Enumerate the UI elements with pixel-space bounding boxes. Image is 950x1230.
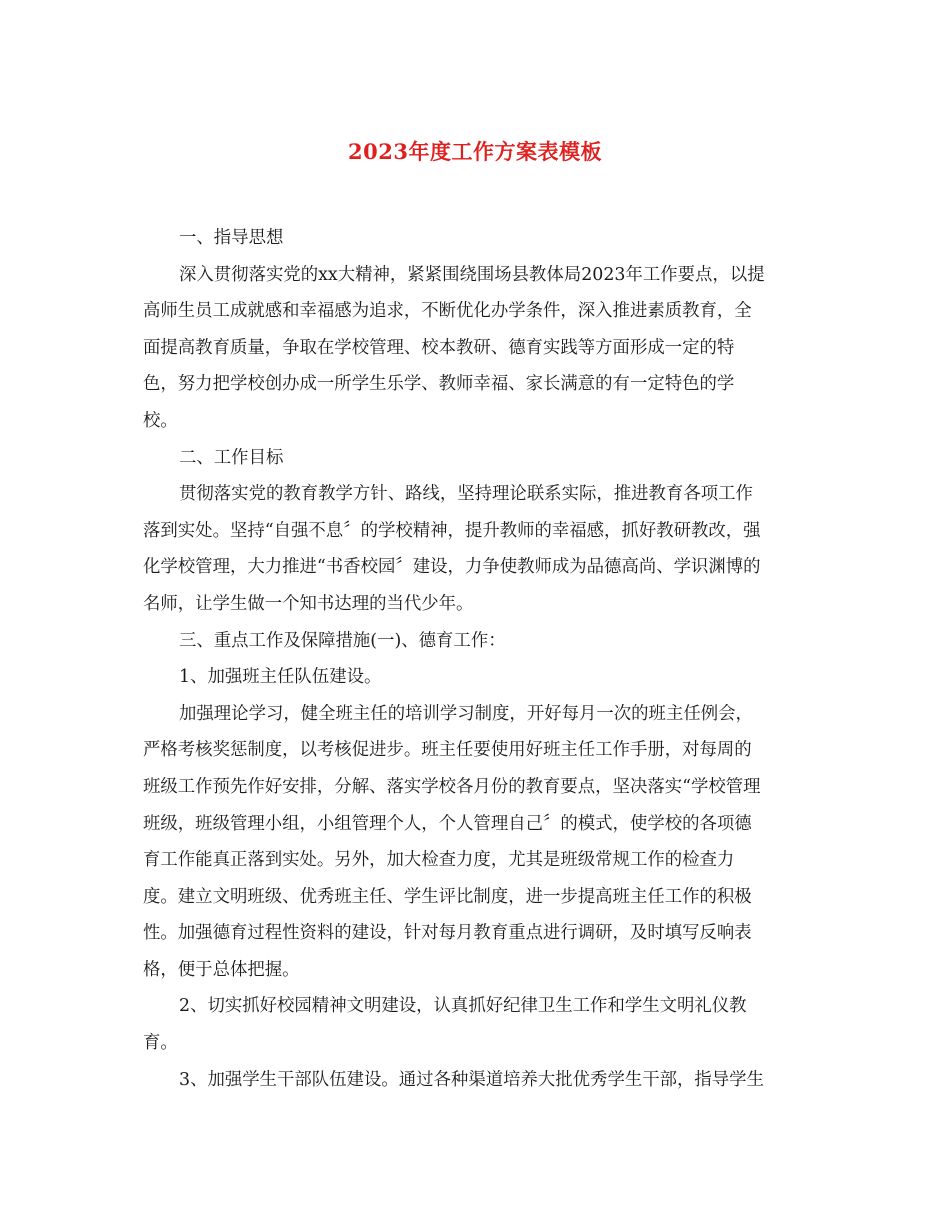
text-line: 深入贯彻落实党的xx大精神，紧紧围绕围场县教体局2023年工作要点，以提 (179, 264, 765, 285)
text-line: 班级工作预先作好安排，分解、落实学校各月份的教育要点，坚决落实“学校管理 (143, 776, 761, 797)
text-line: 名师，让学生做一个知书达理的当代少年。 (143, 593, 474, 614)
text-line: 3、加强学生干部队伍建设。通过各种渠道培养大批优秀学生干部，指导学生 (179, 1069, 764, 1090)
text-line: 性。加强德育过程性资料的建设，针对每月教育重点进行调研，及时填写反响表 (143, 923, 752, 944)
text-line: 班级，班级管理小组，小组管理个人，个人管理自己〞的模式，使学校的各项德 (143, 813, 752, 834)
text-line: 1、加强班主任队伍建设。 (179, 667, 382, 688)
text-line: 育。 (143, 1033, 178, 1054)
text-line: 二、工作目标 (179, 447, 284, 468)
document-title: 2023年度工作方案表模板 (348, 139, 602, 164)
text-line: 面提高教育质量，争取在学校管理、校本教研、德育实践等方面形成一定的特 (143, 337, 735, 358)
text-line: 高师生员工成就感和幸福感为追求，不断优化办学条件，深入推进素质教育，全 (143, 301, 752, 322)
text-line: 贯彻落实党的教育教学方针、路线，坚持理论联系实际，推进教育各项工作 (179, 484, 753, 505)
text-line: 育工作能真正落到实处。另外，加大检查力度，尤其是班级常规工作的检查力 (143, 850, 735, 871)
text-line: 化学校管理，大力推进“书香校园〞建设，力争使教师成为品德高尚、学识渊博的 (143, 557, 761, 578)
document-body (143, 220, 811, 1098)
text-line: 三、重点工作及保障措施(一)、德育工作： (179, 630, 506, 651)
text-line: 一、指导思想 (179, 228, 284, 248)
text-line: 度。建立文明班级、优秀班主任、学生评比制度，进一步提高班主任工作的积极 (143, 886, 752, 907)
text-line: 校。 (143, 410, 178, 431)
text-line: 色，努力把学校创办成一所学生乐学、教师幸福、家长满意的有一定特色的学 (143, 374, 735, 395)
text-line: 格，便于总体把握。 (143, 959, 300, 980)
text-line: 2、切实抓好校园精神文明建设，认真抓好纪律卫生工作和学生文明礼仪教 (179, 996, 747, 1017)
text-line: 加强理论学习，健全班主任的培训学习制度，开好每月一次的班主任例会， (179, 703, 753, 724)
text-line: 落到实处。坚持“自强不息〞的学校精神，提升教师的幸福感，抓好教研教改，强 (143, 520, 761, 541)
text-line: 严格考核奖惩制度，以考核促进步。班主任要使用好班主任工作手册，对每周的 (143, 740, 752, 761)
